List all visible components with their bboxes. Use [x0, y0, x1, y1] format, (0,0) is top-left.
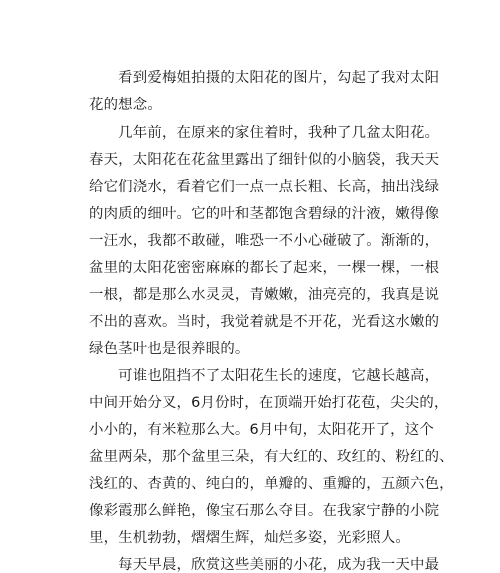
text-line: 盆里的太阳花密密麻麻的都长了起来，一棵一棵，一根	[89, 260, 440, 276]
text-line: 里，生机勃勃，熠熠生辉，灿烂多姿，光彩照人。	[89, 530, 410, 546]
text-line: 春天，太阳花在花盆里露出了细针似的小脑袋，我天天	[89, 152, 440, 168]
text-line: 看到爱梅姐拍摄的太阳花的图片，勾起了我对太阳	[89, 70, 440, 86]
text-line: 盆里两朵，那个盆里三朵，有大红的、玫红的、粉红的、	[89, 449, 454, 465]
text-line: 绿色茎叶也是很养眼的。	[89, 341, 250, 357]
text-line: 不出的喜欢。当时，我觉着就是不开花，光看这水嫩的	[89, 314, 440, 330]
text-line: 小小的，有米粒那么大。6月中旬，太阳花开了，这个	[89, 422, 434, 438]
text-line: 可谁也阻挡不了太阳花生长的速度，它越长越高，	[89, 368, 440, 384]
text-line: 给它们浇水，看着它们一点一点长粗、长高，抽出浅绿	[89, 179, 440, 195]
text-line: 每天早晨，欣赏这些美丽的小花，成为我一天中最	[89, 557, 440, 573]
text-line: 浅红的、杏黄的、纯白的，单瓣的、重瓣的，五颜六色，	[89, 476, 454, 492]
text-line: 花的想念。	[89, 97, 162, 113]
text-line: 中间开始分叉，6月份时，在顶端开始打花苞，尖尖的，	[89, 395, 449, 411]
text-line: 像彩霞那么鲜艳，像宝石那么夺目。在我家宁静的小院	[89, 503, 440, 519]
text-line: 几年前，在原来的家住着时，我种了几盆太阳花。	[89, 125, 440, 141]
text-line: 一汪水，我都不敢碰，唯恐一不小心碰破了。渐渐的，	[89, 233, 440, 249]
text-line: 的肉质的细叶。它的叶和茎都饱含碧绿的汁液，嫩得像	[89, 206, 440, 222]
text-line: 一根，都是那么水灵灵，青嫩嫩，油亮亮的，我真是说	[89, 287, 440, 303]
